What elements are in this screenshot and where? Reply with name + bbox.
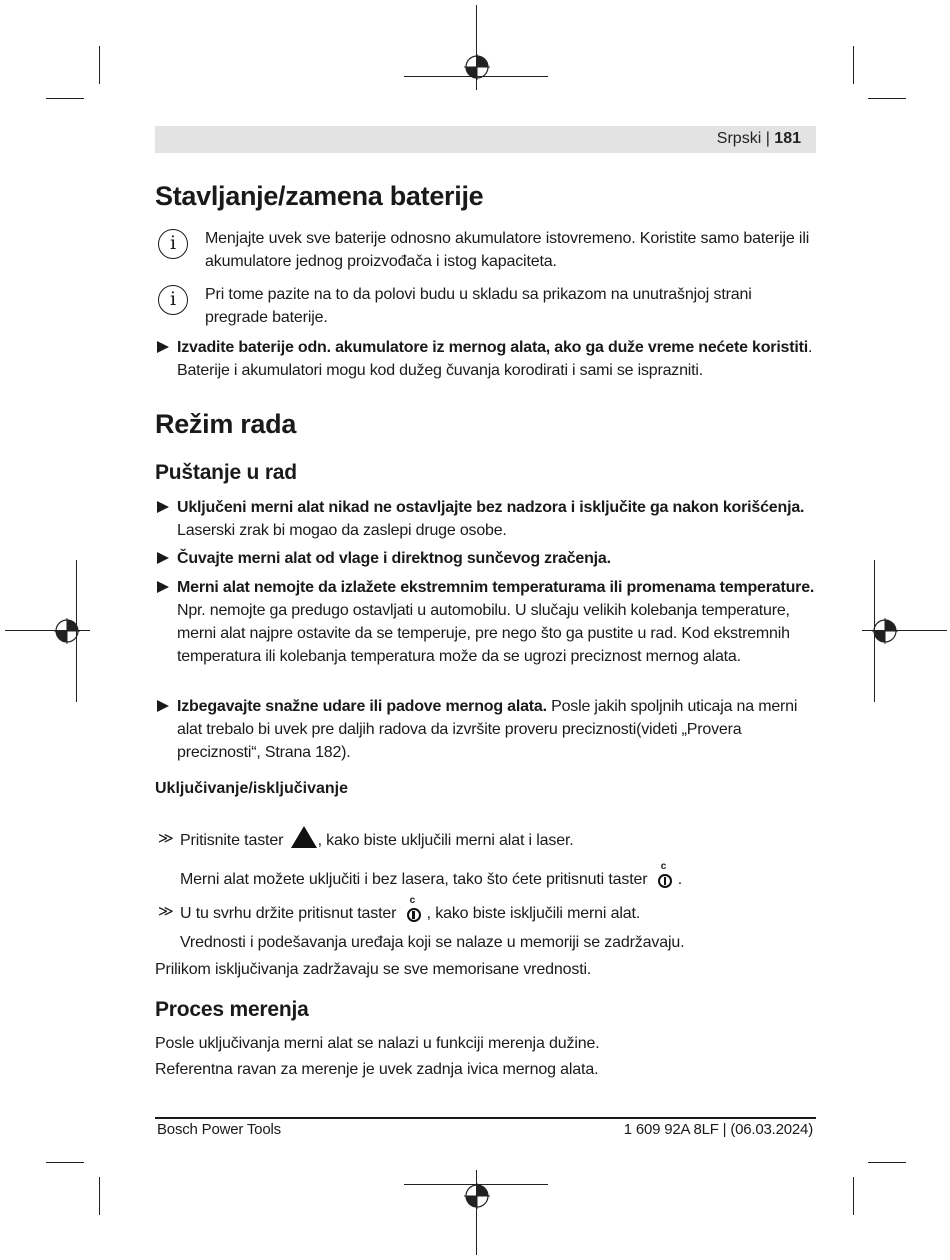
warning-bullet	[155, 336, 815, 384]
power-clear-button-icon	[656, 861, 674, 891]
info-icon: i	[158, 229, 188, 259]
step-text	[180, 895, 641, 925]
crop-mark	[46, 98, 84, 99]
power-icon-letter: c	[409, 895, 416, 906]
header-separator: |	[761, 130, 775, 147]
warning-normal: Posle jakih spoljnih uticaja na merni alat trebalo bi uvek pre daljih radova da izvršite proveru preciznosti(videti „Provera preciznosti“, Strana 182).	[177, 698, 798, 761]
step-text	[180, 826, 574, 852]
warning-normal: Npr. nemojte ga predugo ostavljati u automobilu. U slučaju velikih kolebanja temperature, merni alat najpre ostavite da se temperuje, pre nego što ga pustite u rad. Kod ekstremnih temperatura ili kolebanja temperatura može da se ugrozi preciznost mernog alata.	[177, 602, 790, 665]
page-header	[717, 130, 801, 148]
triangle-bullet-icon	[157, 581, 169, 593]
step-text-part: , kako biste uključili merni alat i laser.	[317, 832, 574, 849]
subsection-title-onoff: Uključivanje/isključivanje	[155, 780, 348, 797]
step-note-part: Merni alat možete uključiti i bez lasera, tako što ćete pritisnuti taster	[180, 871, 648, 888]
step-note: Vrednosti i podešavanja uređaja koji se nalaze u memoriji se zadržavaju.	[180, 934, 685, 951]
warning-text	[177, 695, 817, 764]
step-note-part: .	[677, 871, 683, 888]
registration-mark-icon	[464, 54, 490, 80]
triangle-bullet-icon	[157, 700, 169, 712]
info-note	[155, 227, 815, 275]
measure-button-triangle-icon	[291, 826, 317, 848]
step-text-part: , kako biste isključili merni alat.	[426, 905, 641, 922]
footer-brand: Bosch Power Tools	[157, 1121, 281, 1138]
step-text-part: Pritisnite taster	[180, 832, 284, 849]
info-note-text: Pri tome pazite na to da polovi budu u skladu sa prikazom na unutrašnjoj strani pregrade baterije.	[205, 286, 752, 326]
paragraph: Posle uključivanja merni alat se nalazi u funkciji merenja dužine.	[155, 1035, 600, 1052]
step-note	[180, 861, 683, 891]
paragraph: Referentna ravan za merenje je uvek zadnja ivica mernog alata.	[155, 1061, 599, 1078]
section-title-battery: Stavljanje/zamena baterije	[155, 181, 484, 211]
warning-bold: Merni alat nemojte da izlažete ekstremnim temperaturama ili promenama temperature.	[177, 579, 815, 596]
info-note-text: Menjajte uvek sve baterije odnosno akumulatore istovremeno. Koristite samo baterije ili akumulatore jednog proizvođača i istog kapaciteta.	[205, 230, 810, 270]
registration-mark-icon	[872, 618, 898, 644]
power-icon-letter: c	[660, 861, 667, 872]
info-note	[155, 283, 815, 331]
page-number: 181	[774, 130, 801, 147]
paragraph: Prilikom isključivanja zadržavaju se sve memorisane vrednosti.	[155, 961, 592, 978]
triangle-bullet-icon	[157, 341, 169, 353]
step-marker: ≫	[158, 903, 174, 920]
warning-bold: Izvadite baterije odn. akumulatore iz mernog alata, ako ga duže vreme nećete koristiti	[177, 339, 809, 356]
warning-bold: Uključeni merni alat nikad ne ostavljajte bez nadzora i isključite ga nakon korišćenja.	[177, 499, 805, 516]
crop-mark	[853, 46, 854, 84]
warning-normal: Laserski zrak bi mogao da zaslepi druge osobe.	[177, 522, 507, 539]
step-marker: ≫	[158, 830, 174, 847]
step-text-part: U tu svrhu držite pritisnut taster	[180, 905, 397, 922]
power-clear-button-icon	[405, 895, 423, 925]
header-language: Srpski	[716, 130, 762, 147]
subsection-title-startup: Puštanje u rad	[155, 461, 297, 484]
footer-rule	[155, 1117, 816, 1119]
warning-text	[177, 336, 817, 382]
registration-mark-icon	[464, 1183, 490, 1209]
triangle-bullet-icon	[157, 552, 169, 564]
triangle-bullet-icon	[157, 501, 169, 513]
crop-mark	[868, 1162, 906, 1163]
warning-bold: Čuvajte merni alat od vlage i direktnog sunčevog zračenja.	[177, 550, 611, 567]
crop-mark	[99, 1177, 100, 1215]
registration-mark-icon	[54, 618, 80, 644]
crop-mark	[46, 1162, 84, 1163]
warning-text	[177, 576, 817, 668]
section-title-operation: Režim rada	[155, 409, 297, 439]
warning-text	[177, 547, 817, 570]
crop-mark	[99, 46, 100, 84]
warning-bold: Izbegavajte snažne udare ili padove mernog alata.	[177, 698, 547, 715]
warning-normal: . Baterije i akumulatori mogu kod dužeg čuvanja korodirati i sami se isprazniti.	[177, 339, 813, 379]
crop-mark	[853, 1177, 854, 1215]
crop-mark	[868, 98, 906, 99]
footer-doc-id: 1 609 92A 8LF | (06.03.2024)	[623, 1121, 813, 1138]
info-icon: i	[158, 285, 188, 315]
subsection-title-measuring: Proces merenja	[155, 998, 309, 1021]
warning-text	[177, 496, 817, 542]
